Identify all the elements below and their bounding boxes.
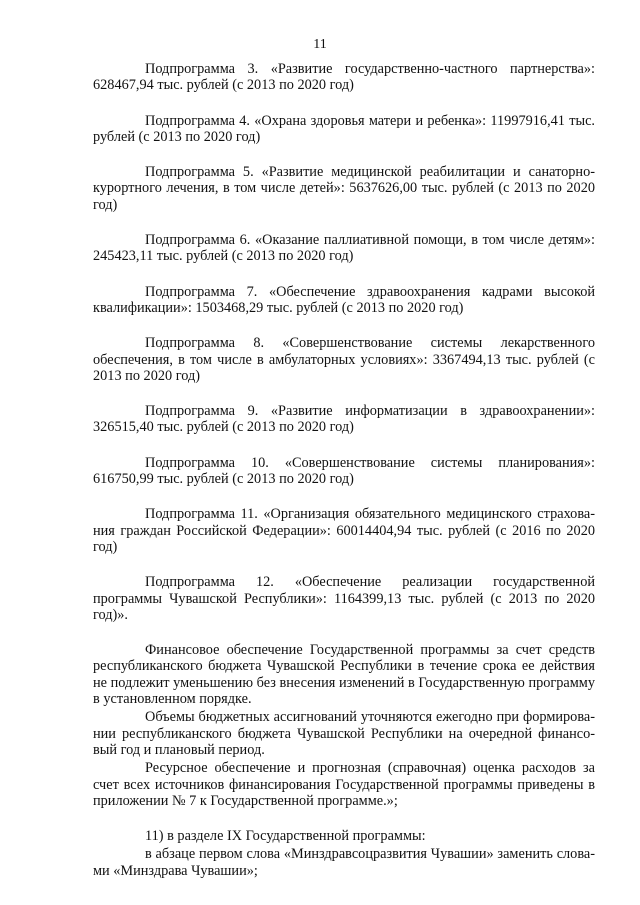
document-body — [93, 61, 595, 879]
paragraph-subprogram-3: Подпрограмма 3. «Развитие государственно-частного партнерства»: 628467,94 тыс. рублей (с 2013 по 2020 год) — [93, 61, 595, 94]
page-number: 11 — [313, 37, 327, 52]
paragraph-subprogram-10: Подпрограмма 10. «Совершенствование системы планирования»: 616750,99 тыс. рублей (с 2013 по 2020 год) — [93, 454, 595, 488]
paragraph-subprogram-12: Подпрограмма 12. «Обеспечение реализации государственной программы Чувашской Республики»: 1164399,13 тыс. рублей (с 2013 по 2020 год)». — [93, 574, 595, 623]
paragraph-subprogram-11: Подпрограмма 11. «Организация обязательного медицинского страхования граждан Российской Федерации»: 60014404,94 тыс. рублей (с 2016 по 2020 год) — [93, 506, 595, 555]
paragraph-subprogram-5: Подпрограмма 5. «Развитие медицинской реабилитации и санаторно-курортного лечения, в том числе детей»: 5637626,00 тыс. рублей (с 2013 по 2020 год) — [93, 164, 595, 213]
paragraph-budget-allocations: Объемы бюджетных ассигнований уточняются ежегодно при формировании республиканского бюджета Чувашской Республики на очередной финансовый год и плановый период. — [93, 709, 595, 758]
paragraph-subprogram-8: Подпрограмма 8. «Совершенствование системы лекарственного обеспечения, в том числе в амбулаторных условиях»: 3367494,13 тыс. рублей (с 2013 по 2020 год) — [93, 335, 595, 384]
paragraph-subprogram-9: Подпрограмма 9. «Развитие информатизации в здравоохранении»: 326515,40 тыс. рублей (с 2013 по 2020 год) — [93, 403, 595, 436]
paragraph-resource-provision: Ресурсное обеспечение и прогнозная (справочная) оценка расходов за счет всех источников финансирования Государственной программы приведены в приложении № 7 к Государственной программе.»; — [93, 760, 595, 809]
paragraph-replace-words: в абзаце первом слова «Минздравсоцразвития Чувашии» заменить словами «Минздрава Чувашии»; — [93, 846, 595, 879]
paragraph-item-11: 11) в разделе IX Государственной программы: — [145, 828, 426, 845]
paragraph-subprogram-6: Подпрограмма 6. «Оказание паллиативной помощи, в том числе детям»: 245423,11 тыс. рублей (с 2013 по 2020 год) — [93, 232, 595, 265]
paragraph-subprogram-4: Подпрограмма 4. «Охрана здоровья матери и ребенка»: 11997916,41 тыс. рублей (с 2013 по 2020 год) — [93, 112, 595, 145]
paragraph-financing: Финансовое обеспечение Государственной программы за счет средств республиканского бюджета Чувашской Республики в течение срока ее действия не подлежит уменьшению без внесения изменений в Государственную программу в установленном порядке. — [93, 642, 595, 708]
paragraph-subprogram-7: Подпрограмма 7. «Обеспечение здравоохранения кадрами высокой квалификации»: 1503468,29 тыс. рублей (с 2013 по 2020 год) — [93, 283, 595, 316]
